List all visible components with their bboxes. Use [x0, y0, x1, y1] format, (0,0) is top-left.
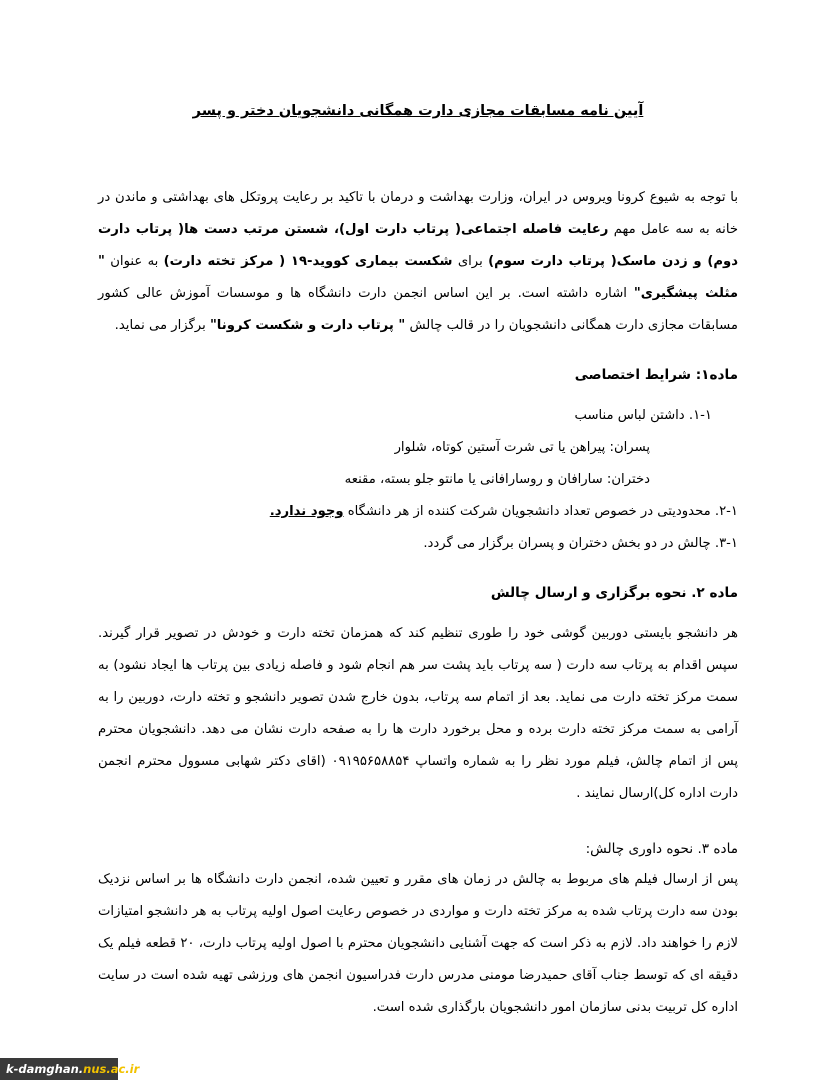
section1-item-text: ۲-۱. محدودیتی در خصوص تعداد دانشجویان شرکت کننده از هر دانشگاه [343, 504, 738, 519]
site-watermark-prefix: k-damghan. [6, 1062, 84, 1076]
document-page [98, 88, 738, 1024]
section1-item-emphasis: وجود ندارد. [269, 504, 344, 519]
intro-text: اشاره داشته است. بر این اساس انجمن دارت دانشگاه ها و موسسات آموزش عالی کشور مسابقات مجازی دارت همگانی دانشجویان را در قالب چالش [98, 286, 738, 333]
intro-paragraph [98, 182, 738, 342]
site-watermark-domain: nus.ac.ir [83, 1062, 140, 1076]
intro-text: با توجه به شیوع کرونا ویروس در ایران، وزارت بهداشت و درمان با تاکید بر رعایت پروتکل های بهداشتی و ماندن در خانه به سه عامل مهم [98, 190, 739, 237]
section1-heading: ماده۱: شرایط اختصاصی [574, 367, 738, 383]
section1-item: ۱-۱. داشتن لباس مناسب [574, 408, 712, 423]
intro-bold-text: رعایت فاصله اجتماعی( پرتاب دارت اول)، شستن مرتب دست ها( پرتاب دارت دوم) و زدن ماسک( پرتاب دارت سوم) [98, 222, 739, 269]
intro-text: به عنوان [104, 254, 164, 269]
document-title: آیین نامه مسابقات مجازی دارت همگانی دانشجویان دختر و پسر [192, 103, 644, 119]
intro-text: برای [452, 254, 489, 269]
intro-bold-text: شکست بیماری کووید-۱۹ ( مرکز تخته دارت) [163, 254, 453, 269]
section1-subitem: دختران: سارافان و روسارافانی یا مانتو جلو بسته، مقنعه [344, 472, 650, 487]
section2-body: هر دانشجو بایستی دوربین گوشی خود را طوری تنظیم کند که همزمان تخته دارت و خودش در تصویر قرار گیرند. سپس اقدام به پرتاب سه دارت ( سه پرتاب باید پشت سر هم انجام شود و فاصله زیادی بین پرتاب ها ایجاد نشود) به سمت مرکز تخته دارت می نماید. بعد از اتمام سه پرتاب، بدون خارج شدن تصویر دانشجو و تخته دارت، دوربین را به آرامی به سمت مرکز تخته دارت برده و محل برخورد دارت ها را به صفحه دارت نشان می دهد. دانشجویان محترم پس از اتمام چالش، فیلم مورد نظر را به شماره واتساپ ۰۹۱۹۵۶۵۸۸۵۴ (اقای دکتر شهابی مسوول محترم انجمن دارت اداره کل)ارسال نمایند . [98, 626, 738, 801]
section3-body: پس از ارسال فیلم های مربوط به چالش در زمان های مقرر و تعیین شده، انجمن دارت دانشگاه ها بر اساس نزدیک بودن سه دارت پرتاب شده به مرکز تخته دارت و مواردی در خصوص رعایت اصول اولیه پرتاب به هر دانشجو امتیازات لازم را خواهند داد. لازم به ذکر است که جهت آشنایی دانشجویان محترم با اصول اولیه پرتاب دارت، ۲۰ قطعه فیلم یک دقیقه ای که توسط جناب آقای حمیدرضا مومنی مدرس دارت فدراسیون انجمن های ورزشی تهیه شده است در سایت اداره کل تربیت بدنی سازمان امور دانشجویان بارگذاری شده است. [98, 872, 739, 1015]
section2-heading: ماده ۲. نحوه برگزاری و ارسال چالش [490, 585, 738, 601]
intro-text: برگزار می نماید. [114, 318, 210, 333]
section1-item: ۳-۱. چالش در دو بخش دختران و پسران برگزار می گردد. [423, 536, 738, 551]
intro-bold-text: " مثلث پیشگیری" [98, 254, 738, 301]
section1-item [98, 496, 738, 528]
section1-subitem: پسران: پیراهن یا تی شرت آستین کوتاه، شلوار [394, 440, 650, 455]
intro-bold-text: " پرتاب دارت و شکست کرونا" [209, 318, 406, 333]
site-watermark [0, 1058, 140, 1080]
section3-heading: ماده ۳. نحوه داوری چالش: [585, 841, 738, 857]
